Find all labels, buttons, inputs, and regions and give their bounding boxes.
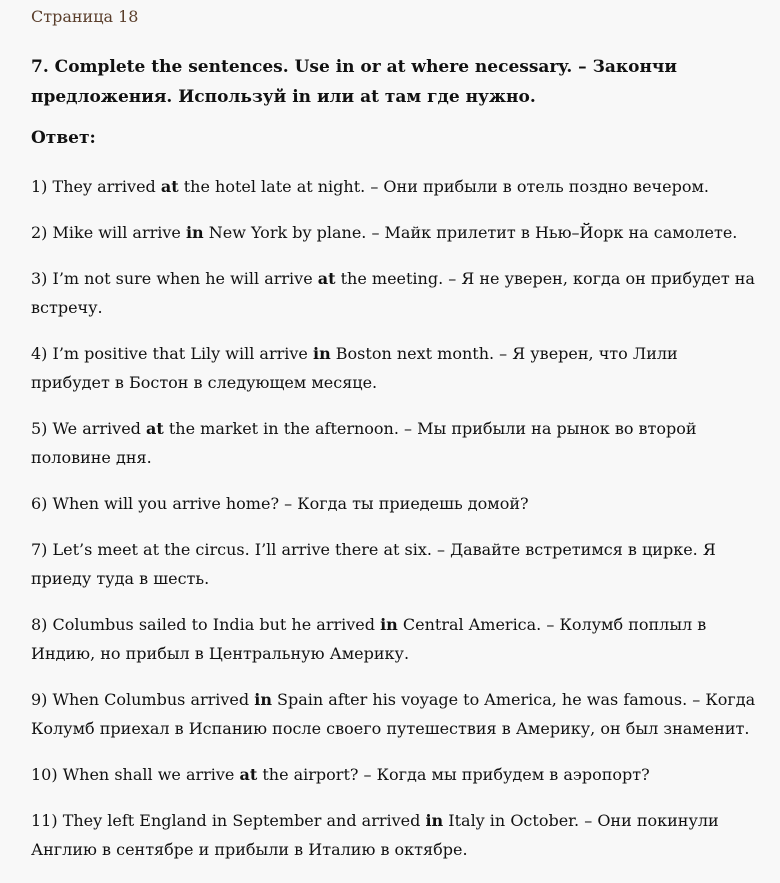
item-text-before: They arrived [52, 177, 161, 196]
item-number: 6) [31, 494, 48, 513]
item-text-before: When Columbus arrived [52, 690, 255, 709]
item-text-after: the meeting. – Я не уверен, когда он прибудет на встречу. [31, 269, 755, 317]
item-text-after: Central America. – Колумб поплыл в Индию, но прибыл в Центральную Америку. [31, 615, 707, 663]
answer-item [31, 339, 761, 397]
answer-item [31, 218, 761, 247]
item-text-after: the airport? – Когда мы прибудем в аэропорт? [257, 765, 650, 784]
item-preposition: at [239, 765, 258, 784]
item-text-before: Let’s meet at the circus. I’ll arrive there at six. – Давайте встретимся в цирке. Я приеду туда в шесть. [31, 540, 716, 588]
item-text-before: Mike will arrive [52, 223, 186, 242]
answer-item [31, 489, 761, 518]
item-preposition: in [312, 344, 331, 363]
answer-item [31, 535, 761, 593]
item-preposition: in [425, 811, 444, 830]
item-preposition: at [317, 269, 336, 288]
answer-item [31, 264, 761, 322]
item-text-before: When will you arrive home? – Когда ты приедешь домой? [52, 494, 529, 513]
answer-item [31, 610, 761, 668]
answer-item [31, 760, 761, 789]
item-preposition: in [254, 690, 272, 709]
item-number: 4) [31, 344, 48, 363]
task-title: 7. Complete the sentences. Use in or at where necessary. – Закончи предложения. Используй in или at там где нужно. [31, 57, 677, 107]
item-number: 5) [31, 419, 48, 438]
item-preposition: in [380, 615, 398, 634]
item-preposition: in [185, 223, 204, 242]
item-text-after: Italy in October. – Они покинули Англию в сентябре и прибыли в Италию в октябре. [31, 811, 719, 859]
item-number: 2) [31, 223, 48, 242]
item-text-before: They left England in September and arrived [62, 811, 426, 830]
item-number: 8) [31, 615, 48, 634]
item-preposition: at [160, 177, 179, 196]
item-number: 11) [31, 811, 58, 830]
answer-list [31, 172, 761, 881]
answer-item [31, 685, 761, 743]
item-preposition: at [146, 419, 164, 438]
item-number: 3) [31, 269, 48, 288]
item-text-before: I’m positive that Lily will arrive [52, 344, 313, 363]
item-text-after: Spain after his voyage to America, he was famous. – Когда Колумб приехал в Испанию после своего путешествия в Америку, он был знаменит. [31, 690, 756, 738]
answer-heading: Ответ: [31, 128, 96, 148]
answer-item [31, 172, 761, 201]
item-number: 10) [31, 765, 58, 784]
page-number-label: Страница 18 [31, 7, 139, 26]
item-text-before: Columbus sailed to India but he arrived [52, 615, 381, 634]
item-text-before: When shall we arrive [62, 765, 240, 784]
item-text-after: the hotel late at night. – Они прибыли в отель поздно вечером. [178, 177, 709, 196]
item-text-before: I’m not sure when he will arrive [52, 269, 318, 288]
item-text-after: the market in the afternoon. – Мы прибыли на рынок во второй половине дня. [31, 419, 697, 467]
answer-item [31, 806, 761, 864]
item-text-after: Boston next month. – Я уверен, что Лили прибудет в Бостон в следующем месяце. [31, 344, 678, 392]
item-number: 9) [31, 690, 48, 709]
item-text-after: New York by plane. – Майк прилетит в Нью–Йорк на самолете. [203, 223, 738, 242]
item-number: 7) [31, 540, 48, 559]
answer-item [31, 414, 761, 472]
item-number: 1) [31, 177, 48, 196]
item-text-before: We arrived [52, 419, 146, 438]
